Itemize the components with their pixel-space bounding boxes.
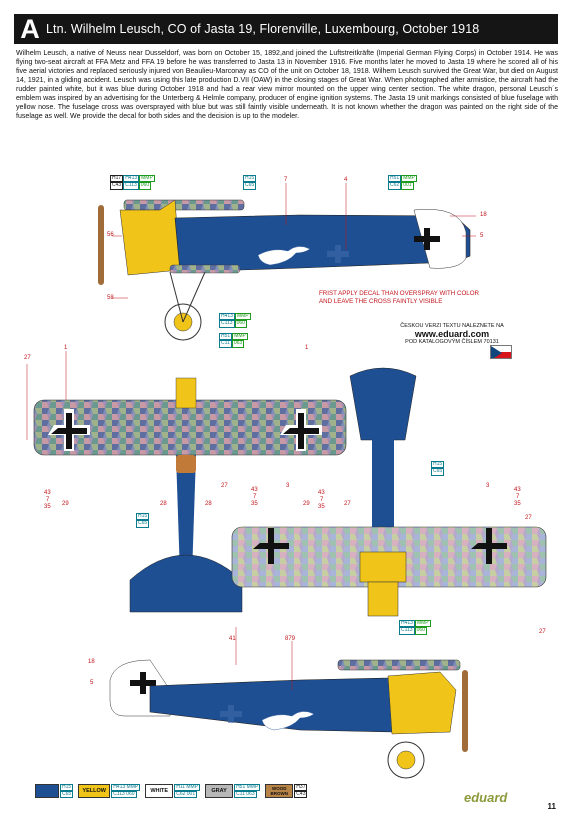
callout-35: 35 xyxy=(514,501,521,507)
upper-wing-side-2 xyxy=(338,660,460,670)
callout-29: 29 xyxy=(62,501,69,507)
czech-version-note xyxy=(372,323,532,345)
tag-code: C11 063 xyxy=(236,791,255,797)
color-tag xyxy=(110,175,155,190)
callout-27: 27 xyxy=(525,515,532,521)
tag-code: C43 xyxy=(296,791,306,797)
website-link[interactable]: www.eduard.com xyxy=(414,329,490,339)
tag-code: MMP xyxy=(236,313,249,319)
tag-code: H51 xyxy=(390,175,400,181)
callout-1: 1 xyxy=(305,345,309,351)
overspray-line: FRIST APPLY DECAL THAN OVERSPRAY WITH COLOR xyxy=(319,290,479,297)
callout-7: 7 xyxy=(320,497,324,503)
callout-35: 35 xyxy=(44,504,51,510)
callout-27: 27 xyxy=(221,483,228,489)
callout-27: 27 xyxy=(539,629,546,635)
tag-code: 060 xyxy=(140,182,150,189)
tag-code: C113 xyxy=(125,182,137,189)
tag-code: H17 xyxy=(112,175,122,181)
wheel-hub-2 xyxy=(397,751,415,769)
legend-white-swatch: WHITE xyxy=(145,784,173,798)
legend-wood-swatch: WOOD BROWN xyxy=(265,784,293,798)
tag-code: H37 xyxy=(296,783,306,790)
callout-27: 27 xyxy=(24,355,31,361)
tag-code: C62 xyxy=(390,182,400,189)
callout-879: 879 xyxy=(285,636,296,642)
color-legend xyxy=(35,783,307,799)
callout-4: 4 xyxy=(344,177,348,183)
czech-line: POD KATALOGOVÝM ČÍSLEM 70131 xyxy=(405,339,499,345)
callout-7: 7 xyxy=(284,177,288,183)
engine-top xyxy=(176,378,196,408)
callout-56: 56 xyxy=(107,232,114,238)
tag-code: C113 060 xyxy=(113,791,135,797)
callout-41: 41 xyxy=(229,636,236,642)
tag-code: 060 xyxy=(416,627,425,634)
upper-wing-side xyxy=(124,200,244,210)
color-tag xyxy=(219,313,251,328)
czech-line: ČESKOU VERZI TEXTU NALEZNETE NA xyxy=(400,323,504,329)
callout-1: 1 xyxy=(64,345,68,351)
legend-gray-swatch: GRAY xyxy=(205,784,233,798)
callout-28: 28 xyxy=(160,501,167,507)
callout-43: 43 xyxy=(318,490,325,496)
tag-code: C65 xyxy=(433,468,443,475)
tailplane-top xyxy=(130,555,242,612)
callout-5: 5 xyxy=(90,680,94,686)
callout-18: 18 xyxy=(480,212,487,218)
tag-code: H15 xyxy=(245,175,255,181)
tag-code: H11 MMP xyxy=(176,783,199,790)
tag-code: H413 xyxy=(125,175,138,181)
tag-code: H51 xyxy=(221,333,231,339)
tag-code: H15 xyxy=(62,783,72,790)
tag-code: C43 xyxy=(112,182,122,189)
tag-code: C65 xyxy=(245,182,255,189)
lower-wing-side xyxy=(170,265,240,273)
tag-code: H413 xyxy=(221,313,233,319)
callout-43: 43 xyxy=(514,487,521,493)
callout-27: 27 xyxy=(344,501,351,507)
legend-yellow-codes xyxy=(111,784,140,799)
legend-wood-codes xyxy=(294,784,307,799)
callout-35: 35 xyxy=(251,501,258,507)
tag-code: H15 xyxy=(138,513,148,519)
tag-code: MMP xyxy=(234,333,246,339)
tag-code: C113 xyxy=(221,320,233,327)
propeller xyxy=(98,205,104,285)
callout-3: 3 xyxy=(286,483,290,489)
tag-code: H51 MMP xyxy=(236,783,259,790)
color-tag xyxy=(431,461,444,476)
tag-code: C113 xyxy=(401,627,413,634)
nose-yellow xyxy=(120,200,180,275)
legend-blue-swatch xyxy=(35,784,59,798)
tag-code: 063 xyxy=(233,340,243,347)
callout-18: 18 xyxy=(88,659,95,665)
color-tag xyxy=(388,175,417,190)
tag-code: MMP xyxy=(403,175,415,181)
nose-yellow-2 xyxy=(388,672,456,734)
callout-28: 28 xyxy=(205,501,212,507)
callout-5: 5 xyxy=(480,233,484,239)
callout-7: 7 xyxy=(516,494,520,500)
tag-code: C65 xyxy=(138,520,148,527)
callout-43: 43 xyxy=(251,487,258,493)
tag-code: 060 xyxy=(236,320,245,327)
page-number: 11 xyxy=(547,802,556,811)
callout-35: 35 xyxy=(318,504,325,510)
color-tag xyxy=(136,513,149,528)
side-view-left xyxy=(98,200,470,340)
overspray-note xyxy=(319,290,479,306)
cockpit xyxy=(176,455,196,473)
side-view-right xyxy=(110,660,468,778)
legend-yellow-swatch: YELLOW xyxy=(78,784,110,798)
legend-gray-codes xyxy=(234,784,260,799)
tag-code: MMP xyxy=(416,620,429,626)
color-tag xyxy=(219,333,248,348)
legend-blue-codes xyxy=(60,784,73,799)
callout-58: 58 xyxy=(107,295,114,301)
tag-code: C62 001 xyxy=(176,791,196,797)
tag-code: 001 xyxy=(403,182,412,189)
tag-code: H15 xyxy=(433,461,443,467)
tag-code: C65 xyxy=(62,791,72,797)
nose-bottom xyxy=(360,552,406,582)
callout-43: 43 xyxy=(44,490,51,496)
tag-code: H413 MMP xyxy=(113,783,139,790)
history-description: Wilhelm Leusch, a native of Neuss near Dusseldorf, was born on October 15, 1892,and joined the Luftstreitkräfte (Imperial German Flying Corps) in October 1914. He was flying two-seat aircraft at FFA Metz and FFA 19 before he was transferred to Jasta 13 in November 1916. Five months later he moved to Jasta 19 where he scored all of his five aerial victories and replaced seriously injured von Beaulieu-Marconay as CO of the unit on October 18, 1918. Wilhem Leusch survived the Great War, but died on August 14, 1921, in a gliding accident. Leusch was using this late production D.VII (OAW) in the closing stages of Great War. When photographed after armistice, the aircraft had the rudder painted white, but it was blue during October 1918 and had a rear view mirror mounted on the upper wing center section. The white dragon, personal Leusch´s emblem was inspired by an advertising for the Unterberg & Helmle company, producer of engine ignition systems. The Jasta 19 unit markings consisted of blue fuselage with yellow nose. The fuselage cross was oversprayed with blue but was still faintly visible underneath. It is not known whether the dragon was painted on the right side of the fuselage as well. We provide the decal for both sides and the decision is up to the modeler. xyxy=(16,50,558,120)
profile-title: Ltn. Wilhelm Leusch, CO of Jasta 19, Florenville, Luxembourg, October 1918 xyxy=(46,22,480,36)
legend-white-codes xyxy=(174,784,200,799)
color-tag xyxy=(399,620,431,635)
profile-letter: A xyxy=(20,13,40,44)
callout-7: 7 xyxy=(46,497,50,503)
czech-flag-icon xyxy=(490,345,512,359)
color-tag xyxy=(243,175,256,190)
eduard-logo: eduard xyxy=(464,790,508,805)
callout-29: 29 xyxy=(303,501,310,507)
callout-3: 3 xyxy=(486,483,490,489)
overspray-line: AND LEAVE THE CROSS FAINTLY VISIBLE xyxy=(319,298,443,305)
tag-code: MMP xyxy=(141,175,153,181)
tag-code: H413 xyxy=(401,620,413,626)
tag-code: C11 xyxy=(221,340,230,347)
callout-7: 7 xyxy=(253,494,257,500)
engine-bottom xyxy=(368,582,398,616)
propeller-2 xyxy=(462,670,468,752)
